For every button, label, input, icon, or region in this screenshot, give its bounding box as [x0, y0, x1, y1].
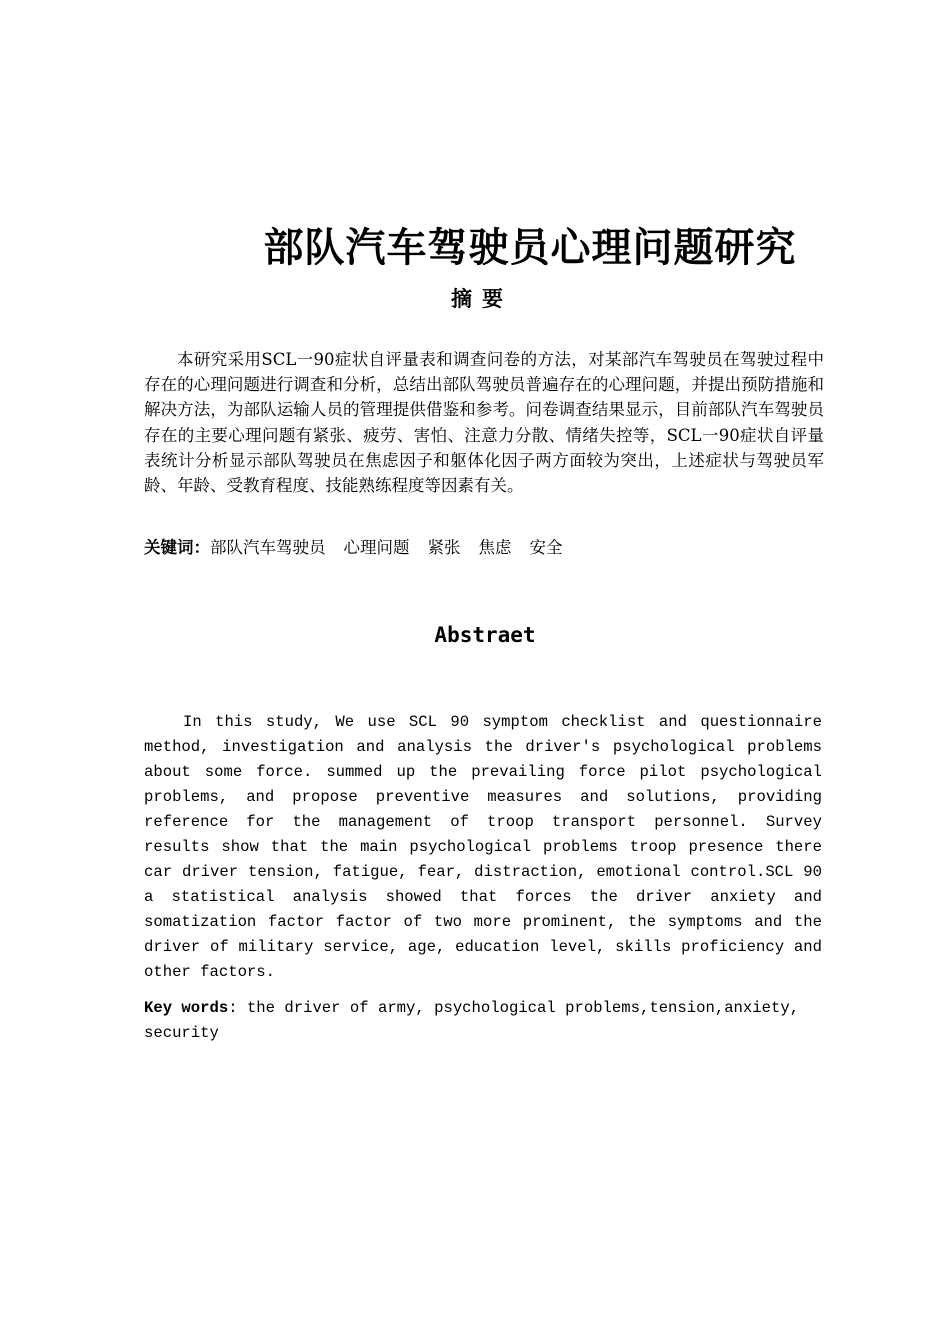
abstract-heading-cn: 摘要 [451, 287, 513, 311]
keyword-cn-item: 紧张 [427, 538, 461, 557]
keywords-en-text: : the driver of army, psychological problems,tension,anxiety, security [144, 999, 800, 1042]
keyword-cn-item: 安全 [529, 538, 563, 557]
abstract-heading-en: Abstraet [434, 623, 536, 647]
abstract-body-cn: 本研究采用SCL一90症状自评量表和调查问卷的方法，对某部汽车驾驶员在驾驶过程中存在的心理问题进行调查和分析，总结出部队驾驶员普遍存在的心理问题，并提出预防措施和解决方法，为部队运输人员的管理提供借鉴和参考。问卷调查结果显示，目前部队汽车驾驶员存在的主要心理问题有紧张、疲劳、害怕、注意力分散、情绪失控等，SCL一90症状自评量表统计分析显示部队驾驶员在焦虑因子和躯体化因子两方面较为突出，上述症状与驾驶员军龄、年龄、受教育程度、技能熟练程度等因素有关。 [144, 350, 824, 496]
keywords-en-label: Key words [144, 999, 229, 1017]
paper-title: 部队汽车驾驶员心理问题研究 [263, 225, 797, 271]
keywords-cn [144, 535, 824, 561]
abstract-body-en: In this study, We use SCL 90 symptom checklist and questionnaire method, investigation and analysis the driver's psychological problems about some force. summed up the prevailing force pilot psychological problems, and propose preventive measures and solutions, providing reference for the management of troop transport personnel. Survey results show that the main psychological problems troop presence there car driver tension, fatigue, fear, distraction, emotional control.SCL 90 a statistical analysis showed that forces the driver anxiety and somatization factor factor of two more prominent, the symptoms and the driver of military service, age, education level, skills proficiency and other factors. [144, 713, 822, 981]
keyword-cn-item: 焦虑 [478, 538, 512, 557]
keyword-cn-item: 部队汽车驾驶员 [210, 538, 326, 557]
keywords-cn-label: 关键词： [144, 538, 210, 557]
keywords-en [144, 996, 824, 1046]
keyword-cn-item: 心理问题 [343, 538, 410, 557]
